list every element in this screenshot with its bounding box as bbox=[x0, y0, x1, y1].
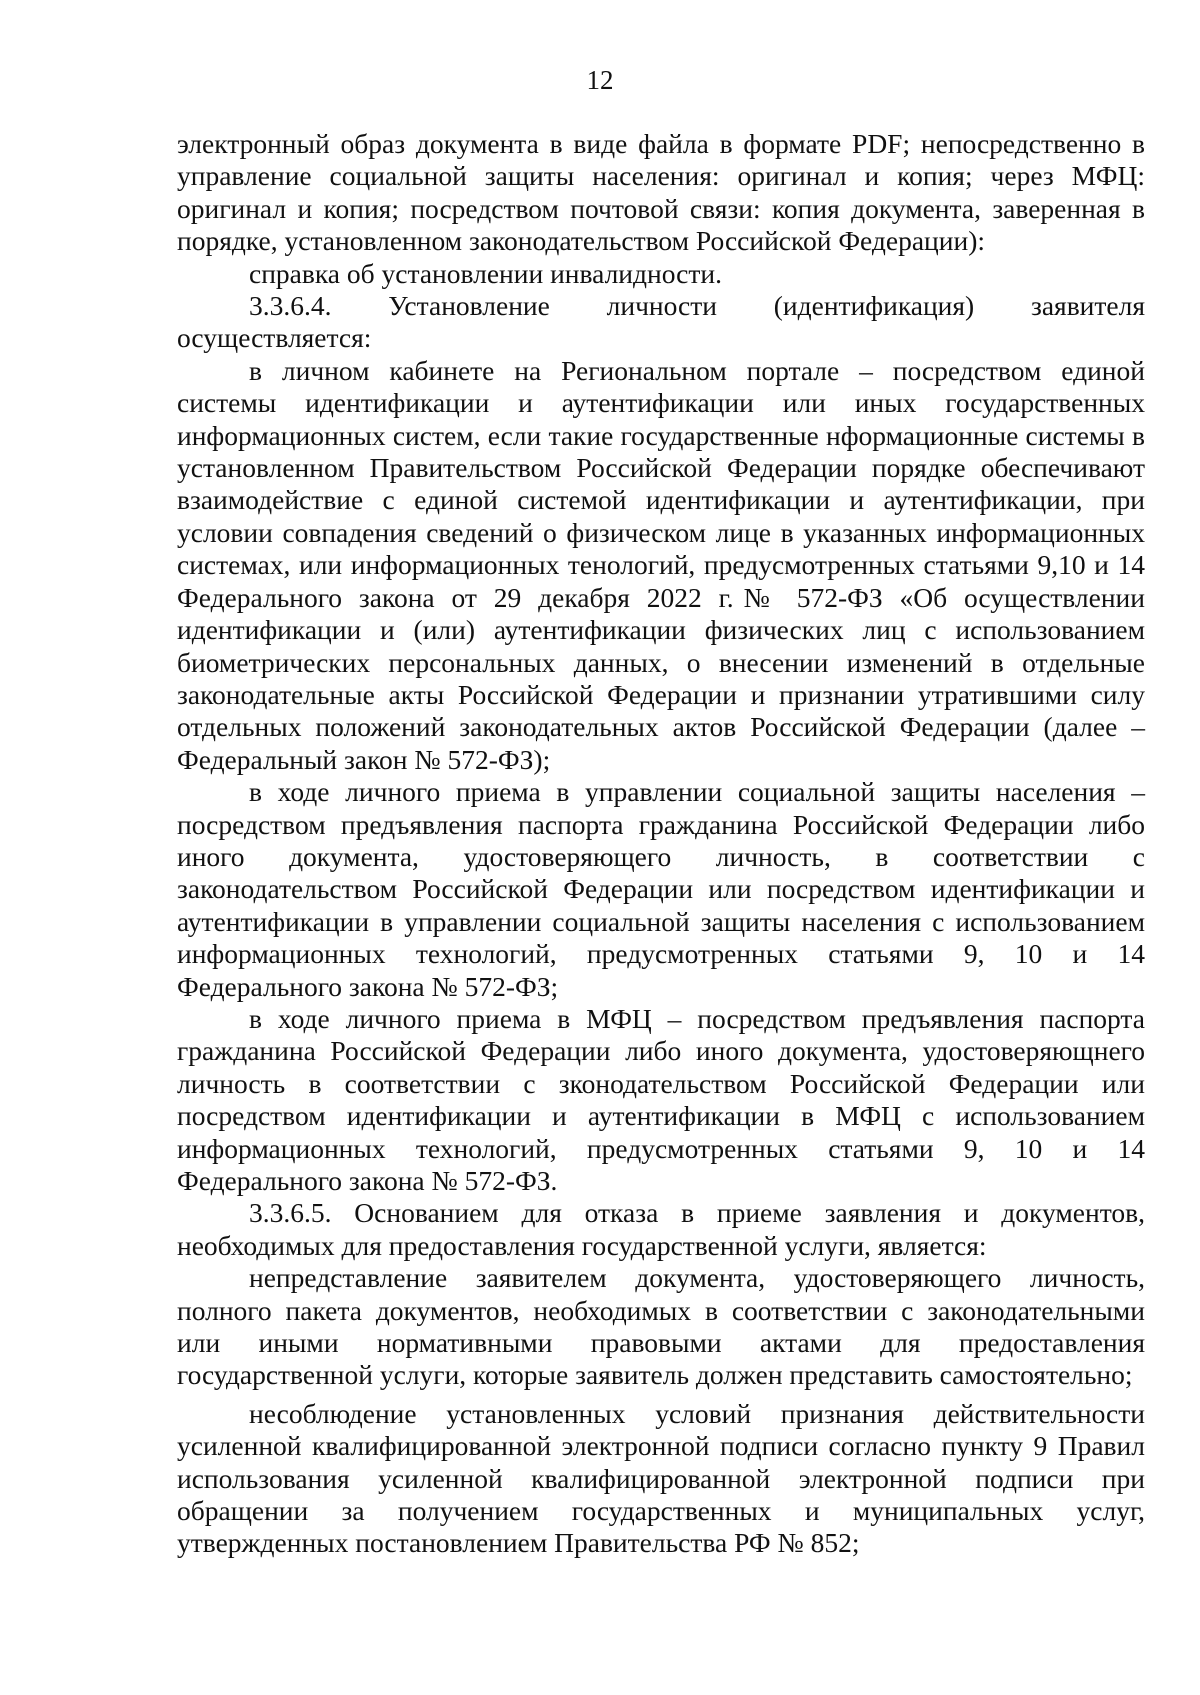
paragraph-section-3-3-6-4: 3.3.6.4. Установление личности (идентификация) заявителя осуществляется: bbox=[177, 290, 1145, 354]
paragraph-signature-noncompliance: несоблюдение установленных условий признания действительности усиленной квалифицированной электронной подписи согласно пункту 9 Правил использования усиленной квалифицированной электронной подписи при обращении за получением государственных и муниципальных услуг, утвержденных постановлением Правительства РФ № 852; bbox=[177, 1397, 1145, 1559]
paragraph-document-forms: электронный образ документа в виде файла в формате PDF; непосредственно в управление социальной защиты населения: оригинал и копия; через МФЦ: оригинал и копия; посредством почтовой связи: копия документа, заверенная в порядке, установленном законодательством Российской Федерации): bbox=[177, 128, 1145, 257]
document-body bbox=[177, 128, 1145, 1560]
paragraph-section-3-3-6-5: 3.3.6.5. Основанием для отказа в приеме заявления и документов, необходимых для предоставления государственной услуги, является: bbox=[177, 1197, 1145, 1261]
paragraph-incomplete-documents: непредставление заявителем документа, удостоверяющего личность, полного пакета документов, необходимых в соответствии с законодательными или иными нормативными правовыми актами для предоставления государственной услуги, которые заявитель должен представить самостоятельно; bbox=[177, 1262, 1145, 1391]
paragraph-social-protection-reception: в ходе личного приема в управлении социальной защиты населения – посредством предъявления паспорта гражданина Российской Федерации либо иного документа, удостоверяющего личность, в соответствии с законодательством Российской Федерации или посредством идентификации и аутентификации в управлении социальной защиты населения с использованием информационных технологий, предусмотренных статьями 9, 10 и 14 Федерального закона № 572-ФЗ; bbox=[177, 776, 1145, 1002]
paragraph-disability-certificate: справка об установлении инвалидности. bbox=[249, 257, 722, 289]
page-number: 12 bbox=[586, 65, 614, 95]
paragraph-mfc-reception: в ходе личного приема в МФЦ – посредством предъявления паспорта гражданина Российской Федерации либо иного документа, удостоверяющнего личность в соответствии с зконодательством Российской Федерации или посредством идентификации и аутентификации в МФЦ с использованием информационных технологий, предусмотренных статьями 9, 10 и 14 Федерального закона № 572-ФЗ. bbox=[177, 1002, 1145, 1196]
paragraph-regional-portal: в личном кабинете на Региональном портале – посредством единой системы идентификации и аутентификации или иных государственных информационных систем, если такие государственные нформационные системы в установленном Правительством Российской Федерации порядке обеспечивают взаимодействие с единой системой идентификации и аутентификации, при условии совпадения сведений о физическом лице в указанных информационных системах, или информационных тенологий, предусмотренных статьями 9,10 и 14 Федерального закона от 29 декабря 2022 г.№ 572-ФЗ «Об осуществлении идентификации и (или) аутентификации физических лиц с использованием биометрических персональных данных, о внесении изменений в отдельные законодательные акты Российской Федерации и признании утратившими силу отдельных положений законодательных актов Российской Федерации (далее – Федеральный закон № 572-ФЗ); bbox=[177, 354, 1145, 775]
